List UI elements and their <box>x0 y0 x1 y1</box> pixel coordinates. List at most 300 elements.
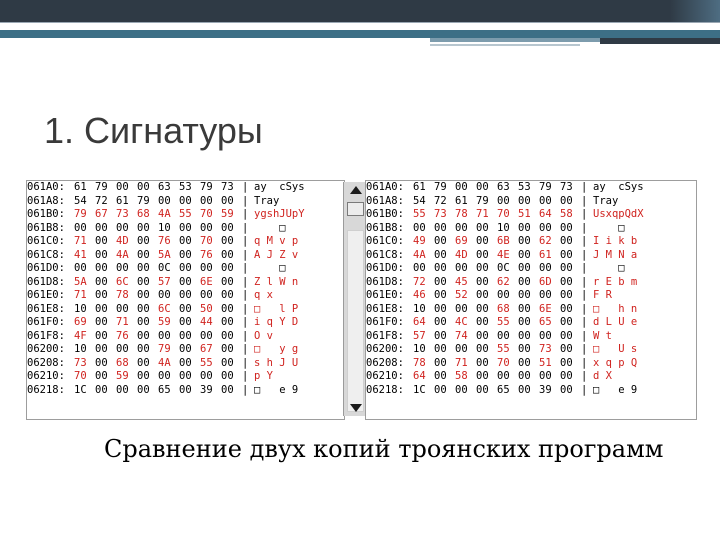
hex-byte: 00 <box>179 235 192 247</box>
hex-byte: 00 <box>434 275 447 288</box>
hex-byte: 70 <box>497 208 510 220</box>
hex-row <box>27 343 316 357</box>
hex-byte: 00 <box>518 370 531 382</box>
hex-byte: 00 <box>221 302 234 315</box>
hex-byte: 00 <box>518 316 531 328</box>
hex-separator: | <box>242 383 249 396</box>
hex-byte: 6E <box>539 302 552 315</box>
hex-byte: 00 <box>434 383 447 396</box>
hex-byte: 72 <box>413 275 426 288</box>
hex-byte: 00 <box>116 383 129 396</box>
hex-byte: 62 <box>539 235 552 247</box>
hex-byte: 00 <box>179 275 192 288</box>
hex-byte: 55 <box>413 208 426 220</box>
hex-address: 061B8: <box>366 221 404 234</box>
hex-address: 061F8: <box>366 329 404 342</box>
hex-byte: 00 <box>221 329 234 342</box>
hex-byte: 00 <box>560 356 573 369</box>
hex-byte: 00 <box>179 316 192 328</box>
hex-byte: 00 <box>497 370 510 382</box>
hex-byte: 0C <box>158 262 171 274</box>
hex-byte: 00 <box>560 221 573 234</box>
hex-separator: | <box>581 316 588 328</box>
hex-byte: 00 <box>95 343 108 355</box>
hex-byte: 00 <box>158 329 171 342</box>
hex-byte: 4A <box>158 356 171 369</box>
hex-ascii: d L U e <box>593 316 638 328</box>
hex-address: 061F8: <box>27 329 65 342</box>
hex-byte: 00 <box>116 262 129 274</box>
hex-separator: | <box>242 208 249 220</box>
hex-byte: 63 <box>158 181 171 193</box>
hex-separator: | <box>242 181 249 193</box>
hex-address: 061B0: <box>27 208 65 220</box>
hex-row <box>366 249 655 263</box>
hex-ascii: ygshJUpY <box>254 208 305 220</box>
hex-byte: 00 <box>179 221 192 234</box>
hex-byte: 00 <box>95 316 108 328</box>
hex-row <box>366 289 655 303</box>
hex-byte: 54 <box>413 194 426 207</box>
hex-byte: 55 <box>497 343 510 355</box>
hex-ascii: □ U s <box>593 343 638 355</box>
hex-byte: 00 <box>455 181 468 193</box>
hex-byte: 00 <box>560 289 573 301</box>
top-bar <box>0 0 720 22</box>
hex-separator: | <box>581 356 588 369</box>
scroll-up-icon[interactable] <box>350 186 362 194</box>
hex-ascii: q M v p <box>254 235 299 247</box>
hex-byte: 00 <box>434 262 447 274</box>
hex-row <box>366 384 655 398</box>
hex-byte: 68 <box>137 208 150 220</box>
hex-row <box>366 195 655 209</box>
hex-byte: 70 <box>497 356 510 369</box>
hex-byte: 39 <box>200 383 213 396</box>
hex-address: 061B8: <box>27 221 65 234</box>
hex-byte: 00 <box>137 221 150 234</box>
hex-byte: 79 <box>434 181 447 193</box>
hex-ascii: x q p Q <box>593 356 638 369</box>
hex-byte: 00 <box>455 302 468 315</box>
scroll-thumb[interactable] <box>347 202 364 216</box>
hex-byte: 4A <box>158 208 171 220</box>
hex-ascii: □ l P <box>254 302 299 315</box>
hex-byte: 00 <box>434 289 447 301</box>
hex-byte: 00 <box>560 343 573 355</box>
hex-address: 061C0: <box>366 235 404 247</box>
hex-byte: 50 <box>200 302 213 315</box>
hex-ascii: □ e 9 <box>593 383 638 396</box>
hex-table-right <box>366 181 655 397</box>
hex-ascii: □ <box>254 262 286 274</box>
hex-byte: 62 <box>497 275 510 288</box>
hex-row <box>366 370 655 384</box>
hex-byte: 00 <box>518 302 531 315</box>
hex-ascii: A J Z v <box>254 248 299 261</box>
hex-byte: 58 <box>560 208 573 220</box>
hex-byte: 4A <box>116 248 129 261</box>
hex-byte: 00 <box>497 289 510 301</box>
hex-byte: 00 <box>137 248 150 261</box>
hex-byte: 10 <box>158 221 171 234</box>
hex-row <box>27 222 316 236</box>
hex-panel-left <box>26 180 345 420</box>
hex-byte: 57 <box>158 275 171 288</box>
hex-byte: 6D <box>539 275 552 288</box>
hex-address: 06210: <box>366 370 404 382</box>
hex-byte: 00 <box>116 343 129 355</box>
header-block <box>600 38 720 44</box>
hex-byte: 00 <box>539 289 552 301</box>
hex-separator: | <box>581 194 588 207</box>
hex-byte: 5A <box>74 275 87 288</box>
hex-byte: 00 <box>518 343 531 355</box>
hex-byte: 52 <box>455 289 468 301</box>
hex-address: 061A8: <box>366 194 404 207</box>
hex-byte: 78 <box>455 208 468 220</box>
hex-byte: 61 <box>539 248 552 261</box>
hex-ascii: Tray <box>593 194 619 207</box>
hex-byte: 69 <box>74 316 87 328</box>
hex-row <box>27 249 316 263</box>
hex-separator: | <box>581 181 588 193</box>
hex-byte: 79 <box>158 343 171 355</box>
hex-byte: 00 <box>539 194 552 207</box>
hex-byte: 00 <box>200 262 213 274</box>
hex-byte: 10 <box>497 221 510 234</box>
hex-byte: 00 <box>221 275 234 288</box>
hex-table-left <box>27 181 316 397</box>
hex-byte: 00 <box>116 181 129 193</box>
hex-address: 061A8: <box>27 194 65 207</box>
hex-byte: 76 <box>200 248 213 261</box>
hex-row <box>366 330 655 344</box>
hex-address: 061E0: <box>27 289 65 301</box>
hex-row <box>27 316 316 330</box>
hex-byte: 58 <box>455 370 468 382</box>
hex-byte: 70 <box>200 235 213 247</box>
hex-byte: 10 <box>413 343 426 355</box>
hex-byte: 00 <box>518 289 531 301</box>
hex-ascii: s h J U <box>254 356 299 369</box>
hex-byte: 76 <box>158 235 171 247</box>
hex-byte: 00 <box>434 302 447 315</box>
hex-ascii: □ y g <box>254 343 299 355</box>
hex-byte: 00 <box>74 221 87 234</box>
hex-byte: 65 <box>539 316 552 328</box>
hex-row <box>366 343 655 357</box>
hex-byte: 00 <box>95 248 108 261</box>
header-stripe <box>0 30 720 38</box>
hex-byte: 00 <box>158 194 171 207</box>
hex-ascii: O v <box>254 329 273 342</box>
hex-row <box>366 208 655 222</box>
hex-byte: 00 <box>539 329 552 342</box>
hex-byte: 61 <box>74 181 87 193</box>
hex-row <box>27 357 316 371</box>
hex-separator: | <box>242 194 249 207</box>
hex-ascii: □ <box>254 221 286 234</box>
hex-byte: 00 <box>476 275 489 288</box>
hex-byte: 00 <box>476 248 489 261</box>
hex-ascii: i q Y D <box>254 316 299 328</box>
hex-byte: 00 <box>497 194 510 207</box>
hex-byte: 00 <box>434 316 447 328</box>
hex-separator: | <box>242 248 249 261</box>
hex-byte: 46 <box>413 289 426 301</box>
hex-address: 06218: <box>366 383 404 396</box>
hex-byte: 00 <box>476 343 489 355</box>
hex-byte: 71 <box>476 208 489 220</box>
hex-byte: 79 <box>476 194 489 207</box>
hex-byte: 00 <box>221 194 234 207</box>
hex-separator: | <box>242 235 249 247</box>
hex-byte: 10 <box>74 302 87 315</box>
hex-byte: 4E <box>497 248 510 261</box>
hex-row <box>366 181 655 195</box>
hex-byte: 00 <box>179 383 192 396</box>
hex-byte: 10 <box>413 302 426 315</box>
hex-byte: 78 <box>413 356 426 369</box>
hex-byte: 00 <box>95 329 108 342</box>
hex-byte: 70 <box>200 208 213 220</box>
hex-byte: 00 <box>434 235 447 247</box>
scroll-down-icon[interactable] <box>350 404 362 412</box>
hex-ascii: r E b m <box>593 275 638 288</box>
hex-row <box>27 262 316 276</box>
hex-byte: 00 <box>560 370 573 382</box>
hex-byte: 4A <box>413 248 426 261</box>
hex-row <box>366 303 655 317</box>
hex-byte: 73 <box>116 208 129 220</box>
hex-byte: 00 <box>137 262 150 274</box>
hex-byte: 53 <box>518 181 531 193</box>
hex-byte: 00 <box>179 194 192 207</box>
hex-separator: | <box>242 356 249 369</box>
top-line <box>0 22 720 23</box>
hex-row <box>366 316 655 330</box>
hex-separator: | <box>581 289 588 301</box>
vertical-scrollbar[interactable] <box>343 182 367 416</box>
hex-separator: | <box>581 329 588 342</box>
hex-byte: 00 <box>200 289 213 301</box>
hex-byte: 0C <box>497 262 510 274</box>
hex-byte: 61 <box>116 194 129 207</box>
hex-address: 061F0: <box>366 316 404 328</box>
hex-separator: | <box>581 208 588 220</box>
hex-byte: 00 <box>200 329 213 342</box>
hex-byte: 00 <box>455 383 468 396</box>
hex-separator: | <box>581 235 588 247</box>
hex-byte: 00 <box>476 181 489 193</box>
hex-byte: 00 <box>95 262 108 274</box>
hex-separator: | <box>242 343 249 355</box>
hex-ascii: F R <box>593 289 612 301</box>
hex-byte: 00 <box>221 235 234 247</box>
hex-address: 061B0: <box>366 208 404 220</box>
hex-byte: 00 <box>476 221 489 234</box>
hex-byte: 00 <box>221 370 234 382</box>
hex-byte: 00 <box>137 235 150 247</box>
hex-byte: 00 <box>539 370 552 382</box>
hex-address: 06218: <box>27 383 65 396</box>
hex-byte: 61 <box>413 181 426 193</box>
hex-byte: 00 <box>95 289 108 301</box>
hex-address: 061F0: <box>27 316 65 328</box>
hex-byte: 00 <box>476 316 489 328</box>
hex-byte: 00 <box>518 356 531 369</box>
hex-byte: 4D <box>116 235 129 247</box>
hex-address: 06200: <box>27 343 65 355</box>
hex-byte: 00 <box>137 356 150 369</box>
hex-separator: | <box>242 370 249 382</box>
hex-ascii: □ <box>593 262 625 274</box>
hex-byte: 00 <box>95 302 108 315</box>
hex-byte: 39 <box>539 383 552 396</box>
hex-ascii: q x <box>254 289 273 301</box>
hex-byte: 00 <box>476 356 489 369</box>
hex-byte: 00 <box>137 181 150 193</box>
hex-byte: 00 <box>158 370 171 382</box>
hex-address: 061E8: <box>27 302 65 315</box>
hex-byte: 00 <box>476 370 489 382</box>
hex-byte: 76 <box>116 329 129 342</box>
hex-byte: 70 <box>74 370 87 382</box>
hex-separator: | <box>242 289 249 301</box>
hex-byte: 00 <box>95 370 108 382</box>
hex-address: 06208: <box>27 356 65 369</box>
hex-ascii: Z l W n <box>254 275 299 288</box>
hex-address: 061C0: <box>27 235 65 247</box>
hex-byte: 45 <box>455 275 468 288</box>
hex-byte: 73 <box>221 181 234 193</box>
hex-byte: 00 <box>455 262 468 274</box>
hex-byte: 4F <box>74 329 87 342</box>
hex-byte: 00 <box>476 235 489 247</box>
hex-address: 061D0: <box>27 262 65 274</box>
hex-byte: 00 <box>560 262 573 274</box>
hex-byte: 00 <box>137 302 150 315</box>
hex-byte: 10 <box>74 343 87 355</box>
hex-address: 061A0: <box>27 181 65 193</box>
hex-row <box>27 276 316 290</box>
hex-byte: 64 <box>539 208 552 220</box>
hex-separator: | <box>581 221 588 234</box>
hex-byte: 00 <box>518 275 531 288</box>
hex-byte: 65 <box>158 383 171 396</box>
hex-byte: 74 <box>455 329 468 342</box>
hex-byte: 1C <box>74 383 87 396</box>
hex-row <box>27 370 316 384</box>
hex-row <box>27 289 316 303</box>
hex-byte: 54 <box>74 194 87 207</box>
hex-byte: 51 <box>518 208 531 220</box>
hex-row <box>27 303 316 317</box>
hex-ascii: d X <box>593 370 612 382</box>
hex-byte: 00 <box>179 302 192 315</box>
hex-byte: 59 <box>221 208 234 220</box>
hex-byte: 00 <box>539 262 552 274</box>
hex-byte: 00 <box>137 370 150 382</box>
hex-address: 061E8: <box>366 302 404 315</box>
hex-address: 061D8: <box>366 275 404 288</box>
hex-byte: 00 <box>434 370 447 382</box>
hex-byte: 67 <box>200 343 213 355</box>
hex-byte: 00 <box>74 262 87 274</box>
hex-row <box>366 222 655 236</box>
hex-row <box>366 357 655 371</box>
hex-byte: 41 <box>74 248 87 261</box>
hex-row <box>27 208 316 222</box>
scroll-track[interactable] <box>347 230 364 412</box>
hex-byte: 00 <box>560 316 573 328</box>
hex-row <box>366 276 655 290</box>
hex-byte: 00 <box>179 289 192 301</box>
hex-byte: 00 <box>179 370 192 382</box>
hex-byte: 00 <box>434 343 447 355</box>
hex-byte: 00 <box>476 302 489 315</box>
hex-byte: 00 <box>539 221 552 234</box>
hex-byte: 00 <box>116 302 129 315</box>
hex-byte: 57 <box>413 329 426 342</box>
hex-byte: 00 <box>476 329 489 342</box>
hex-byte: 4C <box>455 316 468 328</box>
hex-byte: 79 <box>200 181 213 193</box>
hex-byte: 73 <box>539 343 552 355</box>
hex-byte: 00 <box>497 329 510 342</box>
hex-byte: 00 <box>95 275 108 288</box>
hex-separator: | <box>242 221 249 234</box>
hex-byte: 00 <box>476 262 489 274</box>
hex-byte: 00 <box>518 221 531 234</box>
hex-byte: 00 <box>116 221 129 234</box>
hex-byte: 00 <box>95 356 108 369</box>
hex-byte: 6E <box>200 275 213 288</box>
hex-byte: 00 <box>221 316 234 328</box>
hex-byte: 00 <box>221 383 234 396</box>
hex-byte: 00 <box>518 383 531 396</box>
hex-ascii: □ <box>593 221 625 234</box>
slide-title: 1. Сигнатуры <box>44 110 263 151</box>
hex-byte: 00 <box>200 221 213 234</box>
hex-byte: 64 <box>413 316 426 328</box>
hex-byte: 00 <box>137 383 150 396</box>
hex-separator: | <box>242 275 249 288</box>
hex-byte: 63 <box>497 181 510 193</box>
hex-separator: | <box>242 302 249 315</box>
hex-byte: 72 <box>95 194 108 207</box>
hex-byte: 00 <box>95 221 108 234</box>
hex-address: 061E0: <box>366 289 404 301</box>
hex-byte: 00 <box>560 248 573 261</box>
hex-byte: 00 <box>560 275 573 288</box>
hex-byte: 00 <box>476 383 489 396</box>
hex-byte: 00 <box>221 289 234 301</box>
hex-byte: 49 <box>413 235 426 247</box>
hex-byte: 71 <box>74 235 87 247</box>
hex-byte: 00 <box>179 343 192 355</box>
hex-ascii: □ e 9 <box>254 383 299 396</box>
top-bar-gradient <box>670 0 720 22</box>
hex-byte: 6C <box>116 275 129 288</box>
hex-byte: 00 <box>518 248 531 261</box>
hex-byte: 00 <box>518 262 531 274</box>
hex-ascii: ay cSys <box>254 181 305 193</box>
hex-row <box>366 262 655 276</box>
hex-byte: 68 <box>116 356 129 369</box>
hex-separator: | <box>242 329 249 342</box>
